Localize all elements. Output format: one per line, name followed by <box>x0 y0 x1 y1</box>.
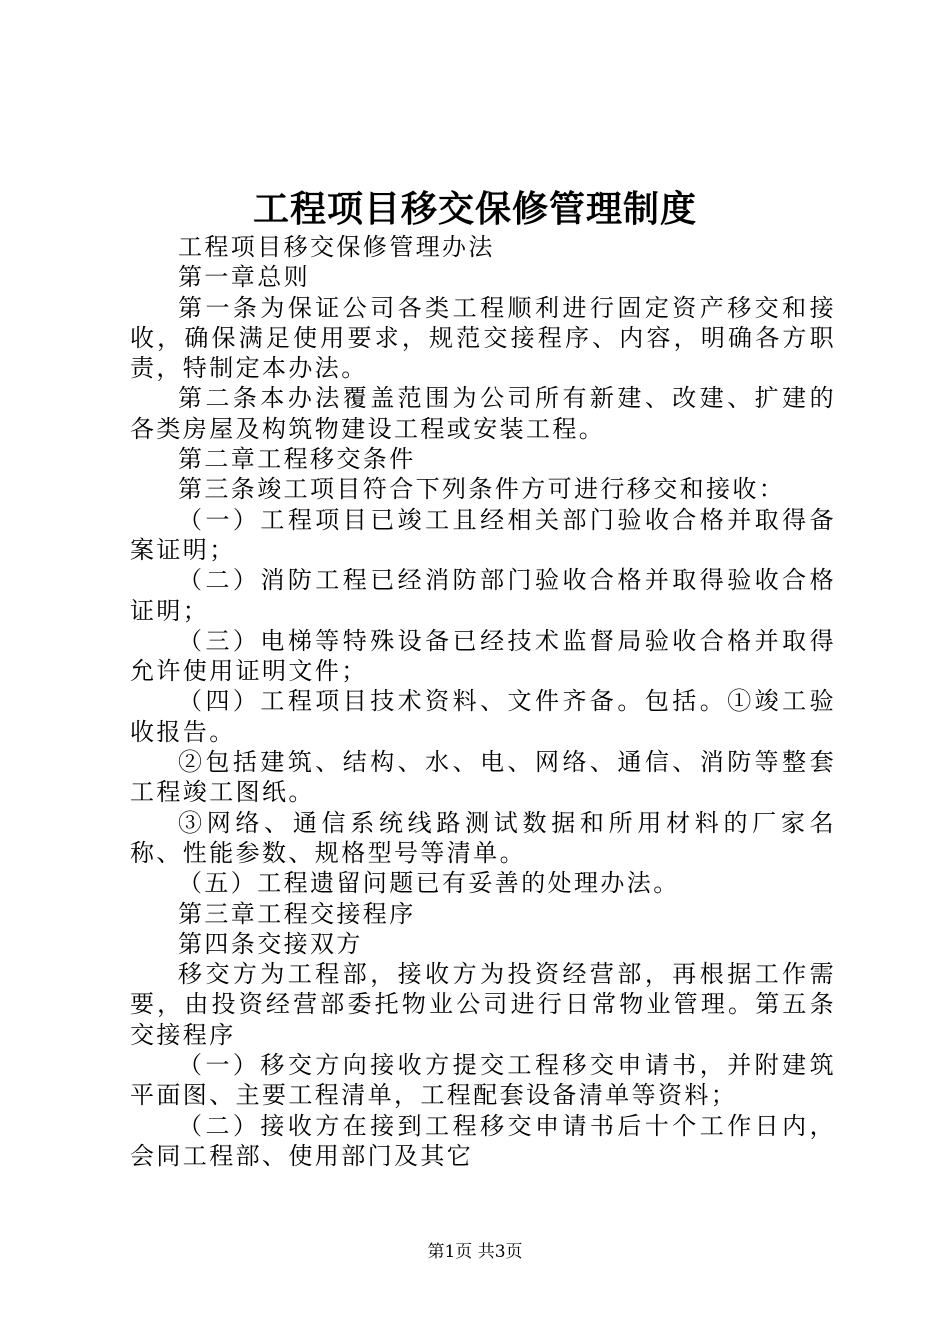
paragraph: （三）电梯等特殊设备已经技术监督局验收合格并取得允许使用证明文件； <box>130 626 836 686</box>
paragraph: （二）消防工程已经消防部门验收合格并取得验收合格证明； <box>130 566 836 625</box>
paragraph: ②包括建筑、结构、水、电、网络、通信、消防等整套工程竣工图纸。 <box>130 748 836 807</box>
paragraph: （一）工程项目已竣工且经相关部门验收合格并取得备案证明； <box>130 505 836 564</box>
paragraph: （二）接收方在接到工程移交申请书后十个工作日内，会同工程部、使用部门及其它 <box>130 1111 836 1170</box>
paragraph: 移交方为工程部，接收方为投资经营部，再根据工作需要，由投资经营部委托物业公司进行日常物业管理。第五条交接程序 <box>130 960 836 1049</box>
paragraph: （五）工程遗留问题已有妥善的处理办法。 <box>178 869 680 898</box>
document-body <box>130 232 836 1171</box>
paragraph: （一）移交方向接收方提交工程移交申请书，并附建筑平面图、主要工程清单，工程配套设备清单等资料； <box>130 1051 836 1110</box>
paragraph: 第四条交接双方 <box>178 929 363 958</box>
paragraph: 工程项目移交保修管理办法 <box>178 233 495 261</box>
paragraph: 第三条竣工项目符合下列条件方可进行移交和接收： <box>178 475 786 504</box>
paragraph: （四）工程项目技术资料、文件齐备。包括。①竣工验收报告。 <box>130 687 836 746</box>
paragraph: 第三章工程交接程序 <box>178 899 416 928</box>
paragraph: 第二章工程移交条件 <box>178 445 416 474</box>
paragraph: 第二条本办法覆盖范围为公司所有新建、改建、扩建的各类房屋及构筑物建设工程或安装工程。 <box>130 384 836 443</box>
paragraph: 第一条为保证公司各类工程顺利进行固定资产移交和接收，确保满足使用要求，规范交接程序、内容，明确各方职责，特制定本办法。 <box>130 293 836 383</box>
document-title: 工程项目移交保修管理制度 <box>252 188 697 230</box>
paragraph: ③网络、通信系统线路测试数据和所用材料的厂家名称、性能参数、规格型号等清单。 <box>130 808 836 867</box>
paragraph: 第一章总则 <box>178 263 310 292</box>
page-footer: 第1页 共3页 <box>427 1242 523 1262</box>
